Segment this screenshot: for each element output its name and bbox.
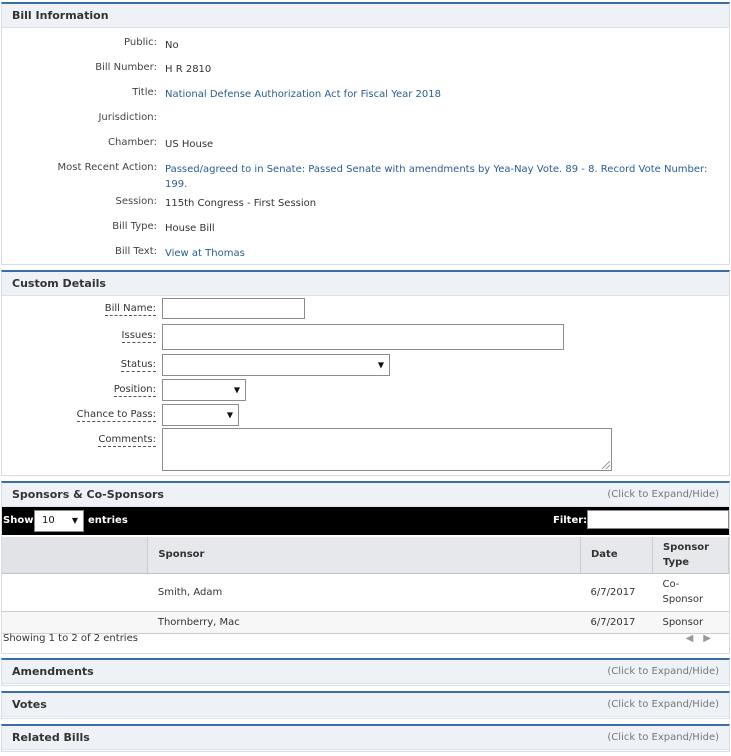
sponsors-title: Sponsors & Co-Sponsors: [12, 488, 164, 501]
custom-details-header: [2, 272, 729, 296]
most-recent-action-value: Passed/agreed to in Senate: Passed Senate with amendments by Yea-Nay Vote. 89 - 8. Record Vote Number: 199.: [165, 164, 708, 190]
status-select[interactable]: [162, 354, 390, 376]
chevron-down-icon: ▼: [377, 360, 384, 370]
info-label: Most Recent Action:: [57, 162, 157, 173]
info-label: Chamber:: [108, 137, 157, 148]
info-value: No: [165, 40, 179, 51]
chevron-down-icon: ▼: [71, 516, 78, 525]
amendments-expand-toggle[interactable]: (Click to Expand/Hide): [607, 666, 719, 677]
amendments-title: Amendments: [12, 665, 94, 678]
info-label: Public:: [124, 37, 157, 48]
bill-information-header: [2, 4, 729, 28]
entries-length-select[interactable]: [34, 510, 84, 532]
entries-length-value: 10: [42, 515, 55, 526]
info-value: House Bill: [165, 223, 215, 234]
info-value: H R 2810: [165, 64, 212, 75]
votes-header[interactable]: [2, 693, 729, 717]
amendments-header[interactable]: [2, 660, 729, 684]
votes-panel: [1, 691, 730, 719]
table-cell-blank: [2, 573, 148, 611]
related-bills-title: Related Bills: [12, 731, 90, 744]
chevron-down-icon: ▼: [233, 385, 240, 395]
chevron-down-icon: ▼: [226, 410, 233, 420]
chance-to-pass-select[interactable]: [162, 404, 239, 426]
custom-details-title: Custom Details: [12, 277, 106, 290]
info-label: Bill Type:: [112, 221, 157, 232]
sponsors-table: [2, 537, 729, 634]
column-header-date[interactable]: Date: [581, 537, 653, 573]
info-label: Bill Number:: [95, 62, 157, 73]
table-row: [2, 573, 729, 611]
bill-name-label: Bill Name:: [104, 303, 156, 314]
votes-expand-toggle[interactable]: (Click to Expand/Hide): [607, 699, 719, 710]
sponsors-expand-toggle[interactable]: (Click to Expand/Hide): [607, 489, 719, 500]
bill-name-input[interactable]: [162, 298, 305, 319]
date-cell: 6/7/2017: [581, 573, 653, 611]
column-header-sponsor[interactable]: Sponsor: [148, 537, 581, 573]
comments-label: Comments:: [98, 434, 156, 445]
issues-label: Issues:: [121, 330, 156, 341]
table-info-text: Showing 1 to 2 of 2 entries: [3, 633, 138, 644]
info-label: Title:: [132, 87, 157, 98]
filter-label: Filter:: [553, 515, 588, 526]
sponsor-type-cell: Sponsor: [652, 611, 728, 633]
show-label: Show: [3, 515, 34, 526]
bill-title-value: National Defense Authorization Act for Fiscal Year 2018: [165, 89, 441, 100]
table-row: [2, 611, 729, 633]
entries-label: entries: [88, 515, 128, 526]
status-label: Status:: [120, 359, 156, 370]
sponsor-name-cell: Thornberry, Mac: [148, 611, 581, 633]
next-page-icon[interactable]: ▶: [703, 633, 721, 644]
related-bills-expand-toggle[interactable]: (Click to Expand/Hide): [607, 732, 719, 743]
comments-textarea[interactable]: [162, 428, 612, 471]
table-controls-bar: [2, 507, 729, 535]
info-label: Session:: [115, 196, 157, 207]
info-value: US House: [165, 139, 214, 150]
view-at-thomas-link[interactable]: View at Thomas: [165, 248, 245, 259]
prev-page-icon[interactable]: ◀: [685, 633, 704, 644]
sponsors-panel: [1, 481, 730, 654]
filter-input[interactable]: [587, 510, 729, 529]
related-bills-header[interactable]: [2, 726, 729, 750]
column-header-sponsor-type[interactable]: Sponsor Type: [652, 537, 728, 573]
column-header-blank[interactable]: [2, 537, 148, 573]
chance-to-pass-label: Chance to Pass:: [76, 409, 156, 420]
position-label: Position:: [113, 384, 156, 395]
info-label: Jurisdiction:: [98, 112, 157, 123]
custom-details-panel: [1, 270, 730, 476]
sponsors-header[interactable]: [2, 483, 729, 507]
resize-handle-icon[interactable]: [602, 461, 610, 469]
sponsor-type-cell: Co-Sponsor: [652, 573, 728, 611]
table-header-row: [2, 537, 729, 573]
pagination: [686, 633, 721, 644]
amendments-panel: [1, 658, 730, 686]
votes-title: Votes: [12, 698, 47, 711]
date-cell: 6/7/2017: [581, 611, 653, 633]
issues-input[interactable]: [162, 324, 564, 350]
info-label: Bill Text:: [115, 246, 157, 257]
info-value: 115th Congress - First Session: [165, 198, 317, 209]
related-bills-panel: [1, 724, 730, 752]
table-cell-blank: [2, 611, 148, 633]
sponsor-name-cell: Smith, Adam: [148, 573, 581, 611]
bill-information-title: Bill Information: [12, 9, 109, 22]
bill-information-panel: [1, 2, 730, 265]
position-select[interactable]: [162, 379, 246, 401]
